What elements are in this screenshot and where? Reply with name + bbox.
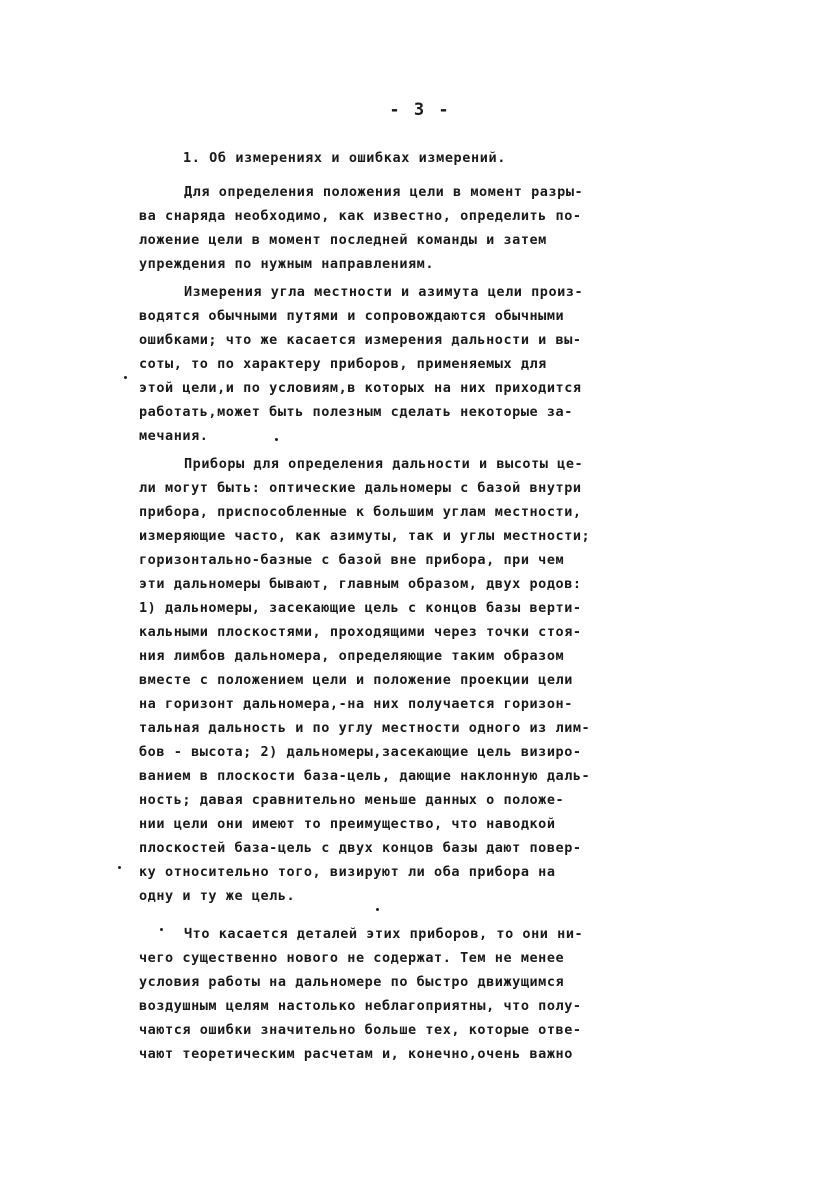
text-line: мечания. [139,428,209,444]
text-line: ния лимбов дальномера, определяющие таким образом [139,648,565,664]
text-line: чаются ошибки значительно больше тех, которые отве- [139,1022,582,1038]
text-line: этой цели,и по условиям,в которых на них приходится [139,380,582,396]
text-line: условия работы на дальномере по быстро движущимся [139,974,565,990]
text-line: чают теоретическим расчетам и, конечно,очень важно [139,1046,573,1062]
text-line: на горизонт дальномера,-на них получается горизон- [139,696,573,712]
scan-speck [118,866,121,869]
text-line: ность; давая сравнительно меньше данных о положе- [139,792,565,808]
text-line: ложение цели в момент последней команды и затем [139,232,547,248]
text-line: Для определения положения цели в момент разры- [184,184,584,200]
text-line: горизонтально-базные с базой вне прибора, при чем [139,552,565,568]
text-line: кальными плоскостями, проходящими через точки стоя- [139,624,582,640]
section-heading: 1. Об измерениях и ошибках измерений. [183,150,506,166]
scan-speck [275,438,278,441]
text-line: плоскостей база-цель с двух концов базы дают повер- [139,840,582,856]
text-line: водятся обычными путями и сопровождаются обычными [139,308,565,324]
page-number: - 3 - [389,100,451,120]
text-line: работать,может быть полезным сделать некоторые за- [139,404,573,420]
text-line: соты, то по характеру приборов, применяемых для [139,356,547,372]
scan-speck [124,376,127,379]
text-line: измеряющие часто, как азимуты, так и углы местности; [139,528,591,544]
text-line: Что касается деталей этих приборов, то они ни- [184,926,584,942]
text-line: прибора, приспособленные к большим углам местности, [139,504,582,520]
text-line: ванием в плоскости база-цель, дающие наклонную даль- [139,768,591,784]
text-line: чего существенно нового не содержат. Тем не менее [139,950,565,966]
text-line: ва снаряда необходимо, как известно, определить по- [139,208,582,224]
text-line: 1) дальномеры, засекающие цель с концов базы верти- [139,600,582,616]
text-line: тальная дальность и по углу местности одного из лим- [139,720,591,736]
text-line: нии цели они имеют то преимущество, что наводкой [139,816,556,832]
text-line: эти дальномеры бывают, главным образом, двух родов: [139,576,582,592]
text-line: ли могут быть: оптические дальномеры с базой внутри [139,480,582,496]
text-line: воздушным целям настолько неблагоприятны, что полу- [139,998,582,1014]
text-line: ку относительно того, визируют ли оба прибора на [139,864,556,880]
text-line: одну и ту же цель. [139,888,296,904]
text-line: упреждения по нужным направлениям. [139,256,435,272]
text-line: бов - высота; 2) дальномеры,засекающие цель визиро- [139,744,582,760]
scan-speck [160,928,163,931]
text-line: Приборы для определения дальности и высоты це- [184,456,584,472]
scan-speck [376,908,379,911]
text-line: вместе с положением цели и положение проекции цели [139,672,573,688]
text-line: ошибками; что же касается измерения дальности и вы- [139,332,582,348]
text-line: Измерения угла местности и азимута цели произ- [184,284,584,300]
